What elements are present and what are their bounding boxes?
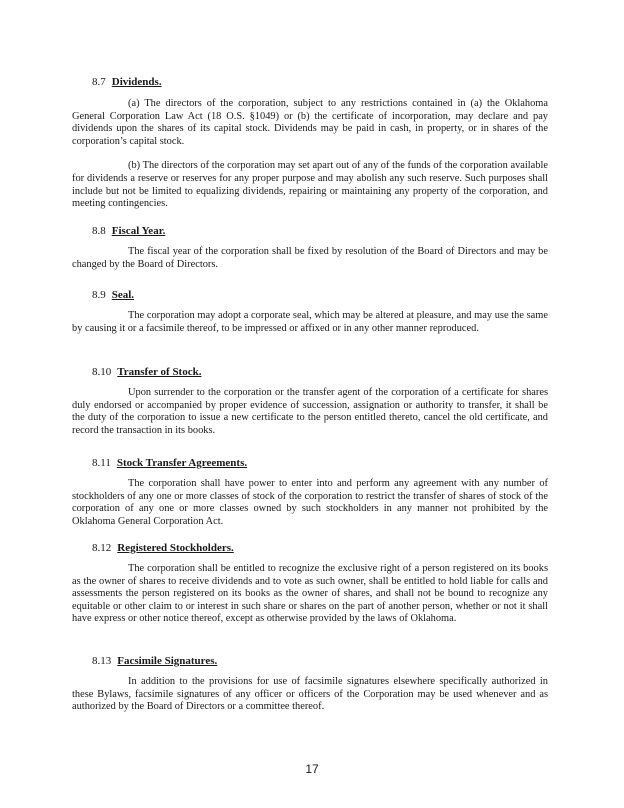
section-number: 8.13 [92, 655, 112, 667]
section-stock-transfer-agreements [72, 457, 548, 528]
section-heading [92, 457, 548, 470]
section-number: 8.10 [92, 366, 112, 378]
section-number: 8.7 [92, 76, 106, 88]
section-paragraph: The corporation shall be entitled to recognize the exclusive right of a person registered on its books as the owner of shares to receive dividends and to vote as such owner, shall be entitled to hold liable for calls and assessments the person registered on its books as the owner of shares, and shall not be bound to recognize any equitable or other claim to or interest in such share or shares on the part of another person, whether or not it shall have express or other notice thereof, except as otherwise provided by the laws of Oklahoma. [72, 563, 548, 625]
section-paragraph: Upon surrender to the corporation or the transfer agent of the corporation of a certificate for shares duly endorsed or accompanied by proper evidence of succession, assignation or authority to transfer, it shall be the duty of the corporation to issue a new certificate to the person entitled thereto, cancel the old certificate, and record the transaction in its books. [72, 387, 548, 436]
section-number: 8.8 [92, 225, 106, 237]
section-heading [92, 225, 548, 238]
section-fiscal-year [72, 225, 548, 271]
section-title: Facsimile Signatures. [117, 655, 218, 667]
section-registered-stockholders [72, 542, 548, 626]
section-heading [92, 76, 548, 89]
section-number: 8.12 [92, 542, 112, 554]
section-title: Dividends. [111, 76, 162, 88]
section-dividends [72, 76, 548, 211]
section-number: 8.11 [92, 457, 111, 469]
section-title: Stock Transfer Agreements. [116, 457, 248, 469]
section-number: 8.9 [92, 289, 106, 301]
section-paragraph: (b) The directors of the corporation may set apart out of any of the funds of the corporation available for dividends a reserve or reserves for any proper purpose and may abolish any such reserve. Such purposes shall include but not be limited to equalizing dividends, repairing or maintaining any property of the corporation, and meeting contingencies. [72, 160, 548, 210]
page-number: 17 [305, 762, 319, 776]
section-paragraph: (a) The directors of the corporation, subject to any restrictions contained in (a) the Oklahoma General Corporation Law Act (18 O.S. §1049) or (b) the certificate of incorporation, may declare and pay dividends upon the shares of its capital stock. Dividends may be paid in cash, in property, or in shares of the corporation’s capital stock. [72, 98, 548, 147]
section-paragraph: The corporation shall have power to enter into and perform any agreement with any number of stockholders of any one or more classes of stock of the corporation to restrict the transfer of shares of stock of the corporation of any one or more classes owned by such stockholders in any manner not prohibited by the Oklahoma General Corporation Act. [72, 478, 548, 527]
section-title: Fiscal Year. [111, 225, 166, 237]
section-title: Seal. [111, 289, 135, 301]
section-heading [92, 542, 548, 555]
section-transfer-of-stock [72, 366, 548, 437]
section-heading [92, 655, 548, 668]
section-paragraph: The fiscal year of the corporation shall be fixed by resolution of the Board of Directors and may be changed by the Board of Directors. [72, 246, 548, 270]
section-paragraph: The corporation may adopt a corporate seal, which may be altered at pleasure, and may use the same by causing it or a facsimile thereof, to be impressed or affixed or in any other manner reproduced. [72, 310, 548, 334]
section-title: Registered Stockholders. [117, 542, 234, 554]
section-heading [92, 366, 548, 379]
section-heading [92, 289, 548, 302]
section-title: Transfer of Stock. [117, 366, 202, 378]
section-facsimile-signatures [72, 655, 548, 714]
section-seal [72, 289, 548, 335]
section-paragraph: In addition to the provisions for use of facsimile signatures elsewhere specifically authorized in these Bylaws, facsimile signatures of any officer or officers of the Corporation may be used whenever and as authorized by the Board of Directors or a committee thereof. [72, 676, 548, 713]
